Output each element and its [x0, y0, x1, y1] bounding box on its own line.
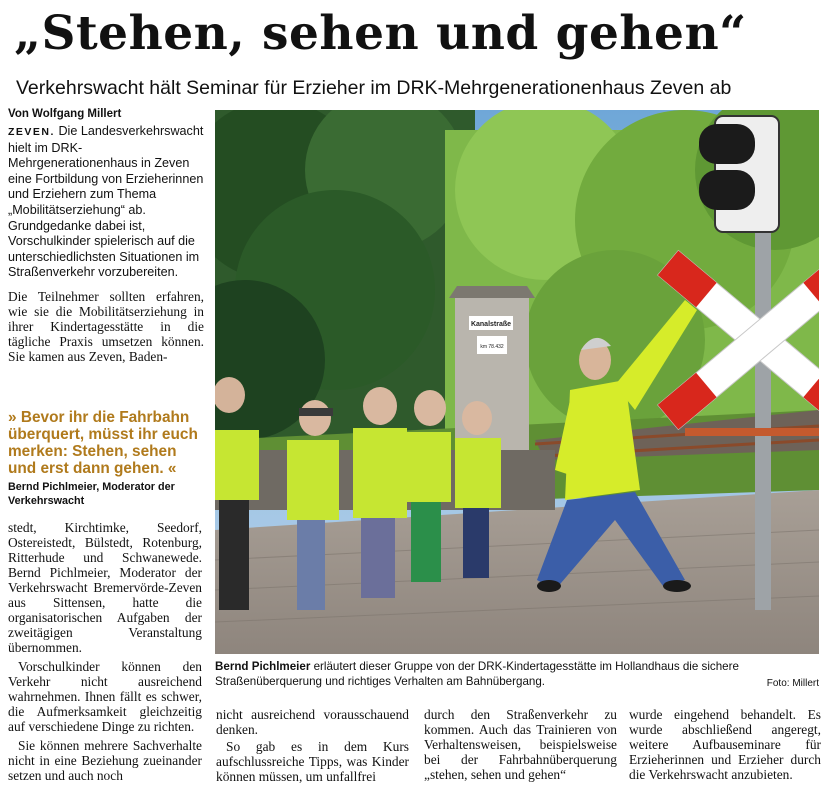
photo-sign-text: Kanalstraße: [470, 321, 512, 328]
photo-sign-small: km 78.432: [480, 344, 504, 350]
paragraph-4-start: Sie können mehrere Sachverhalte nicht in eine Beziehung zueinander setzen und auch noch: [8, 738, 202, 783]
lead-text: Die Landesverkehrswacht hielt im DRK-Mehrgenerationenhaus in Zeven eine Fortbildung von Erzieherinnen und Erziehern zum Thema „Mobilitätserziehung“ ab. Grundgedanke dabei ist, Vorschulkinder spielerisch auf die unterschiedlichsten Situationen im Straßenverkehr vorzubereiten.: [8, 124, 204, 280]
quote-attribution: Bernd Pichlmeier, Moderator der Verkehrswacht: [8, 481, 175, 507]
photo-caption: [215, 659, 819, 689]
caption-text: erläutert dieser Gruppe von der DRK-Kindertagesstätte im Hollandhaus die sichere Straßenüberquerung und richtiges Verhalten am Bahnübergang.: [215, 660, 739, 688]
paragraph-3: Vorschulkinder können den Verkehr nicht ausreichend wahrnehmen. Ihnen fällt es schwer, die Aufmerksamkeit gleichzeitig auf verschiedene Dinge zu richten.: [8, 659, 202, 734]
article-column-1: [8, 124, 204, 364]
column-2-text-1: nicht ausreichend vorausschauend denken.: [216, 707, 409, 737]
article-column-4: [629, 707, 821, 782]
photo-credit: Foto: Millert: [766, 678, 819, 689]
article-photo: [215, 110, 819, 654]
caption-name: Bernd Pichlmeier: [215, 660, 311, 673]
quote-close-mark: «: [167, 460, 177, 477]
quote-text: Bevor ihr die Fahrbahn überquert, müsst ihr euch merken: Stehen, sehen und erst dann gehen.: [8, 409, 198, 477]
article-column-1-continued: [8, 520, 202, 783]
article-headline: „Stehen, sehen und gehen“: [14, 6, 747, 61]
article-subheadline: Verkehrswacht hält Seminar für Erzieher im DRK-Mehrgenerationenhaus Zeven ab: [16, 77, 732, 99]
paragraph-2-start: Die Teilnehmer sollten erfahren, wie sie die Mobilitätserziehung in ihrer Kindertagesstätte in die tägliche Praxis umsetzen können. Sie kamen aus Zeven, Baden-: [8, 288, 204, 364]
dateline: ZEVEN.: [8, 126, 55, 138]
article-byline: Von Wolfgang Millert: [8, 108, 122, 120]
column-3-text: durch den Straßenverkehr zu kommen. Auch das Trainieren von Verhaltensweisen, beispielsweise bei der Fahrbahnüberquerung „stehen, sehen und gehen“: [424, 707, 617, 782]
article-column-2: [216, 707, 409, 784]
column-4-text: wurde eingehend behandelt. Es wurde abschließend angeregt, weitere Aufbauseminare für Erzieherinnen und Erzieher durch die Verkehrswacht anzubieten.: [629, 707, 821, 782]
paragraph-2-continued: stedt, Kirchtimke, Seedorf, Ostereistedt, Bülstedt, Rotenburg, Ritterhude und Schwanewede. Bernd Pichlmeier, Moderator der Verkehrswacht Bremervörde-Zeven aus Sittensen, hatte die organisatorischen Aufgaben der zweitägigen Veranstaltung übernommen.: [8, 520, 202, 655]
lead-paragraph: [8, 124, 204, 281]
article-column-3: [424, 707, 617, 782]
column-2-text-2: So gab es in dem Kurs aufschlussreiche Tipps, was Kinder können müssen, um unfallfrei: [216, 739, 409, 784]
pull-quote: [8, 409, 206, 477]
quote-open-mark: »: [8, 409, 17, 426]
